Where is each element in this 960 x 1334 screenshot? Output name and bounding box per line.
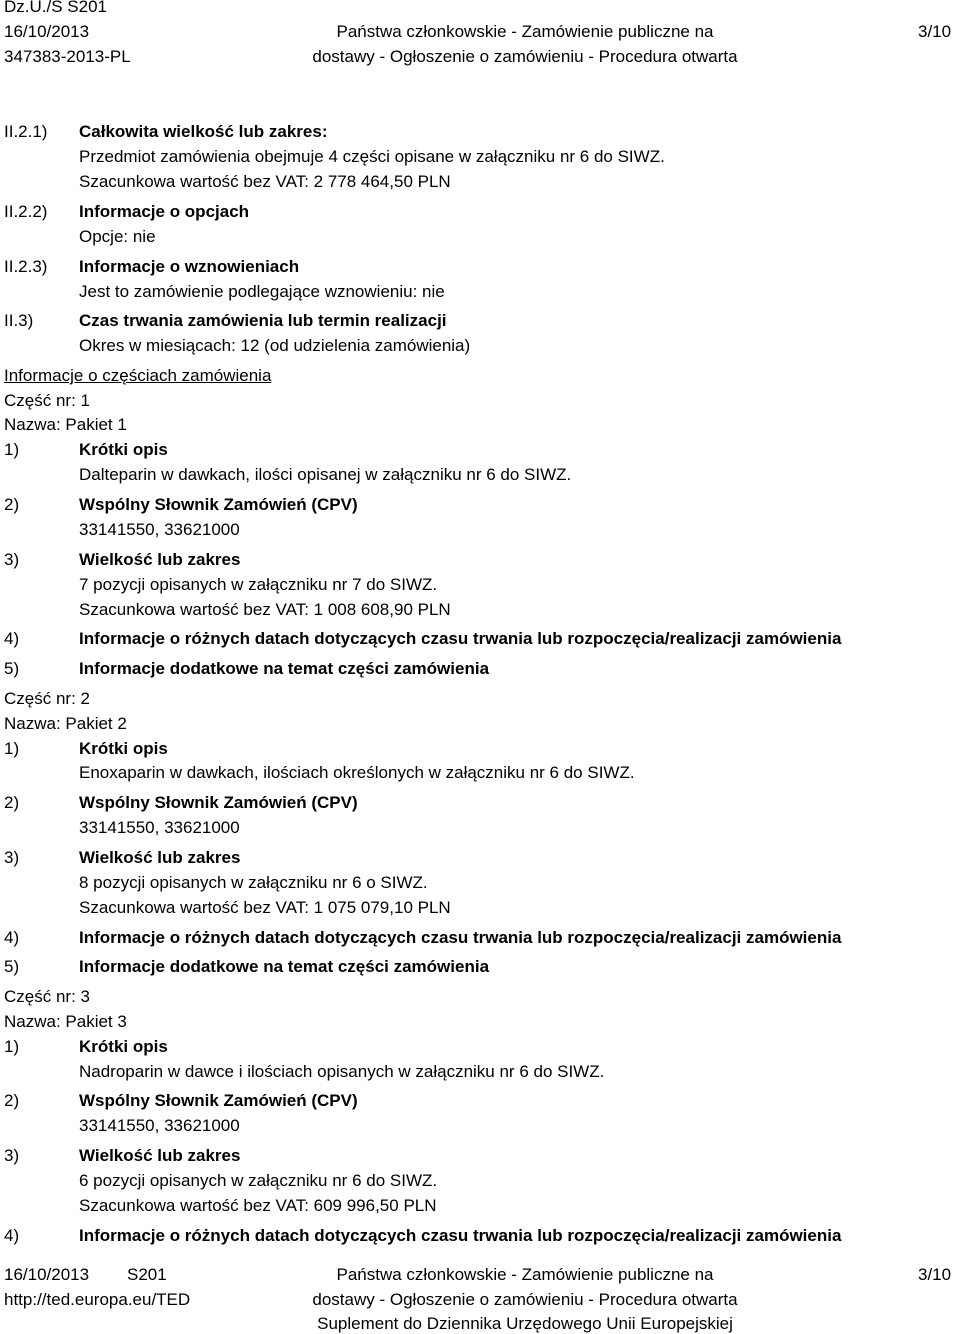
item-number: 4) [4, 629, 20, 648]
item-number: 4) [4, 928, 20, 947]
doc-id: 347383-2013-PL [4, 47, 131, 66]
part-name: Nazwa: Pakiet 2 [4, 714, 127, 733]
short-description-label: Krótki opis [79, 739, 168, 758]
header-title-line2: dostawy - Ogłoszenie o zamówieniu - Procedura otwarta [312, 47, 738, 66]
cpv-label: Wspólny Słownik Zamówień (CPV) [79, 495, 358, 514]
header-page-number: 3/10 [918, 22, 952, 41]
section-title: Informacje o opcjach [79, 202, 250, 221]
scope-text: 7 pozycji opisanych w załączniku nr 7 do SIWZ. [79, 575, 438, 594]
cpv-label: Wspólny Słownik Zamówień (CPV) [79, 1091, 358, 1110]
cpv-codes: 33141550, 33621000 [79, 520, 240, 539]
additional-info-label: Informacje dodatkowe na temat części zamówienia [79, 957, 490, 976]
header-date: 16/10/2013 [4, 22, 90, 41]
item-number: 3) [4, 550, 20, 569]
part-name: Nazwa: Pakiet 3 [4, 1012, 127, 1031]
part-name: Nazwa: Pakiet 1 [4, 415, 127, 434]
estimated-value: Szacunkowa wartość bez VAT: 1 075 079,10 PLN [79, 898, 451, 917]
part-number: Część nr: 1 [4, 391, 90, 410]
scope-label: Wielkość lub zakres [79, 848, 241, 867]
footer-page-number: 3/10 [918, 1265, 952, 1284]
item-number: 5) [4, 659, 20, 678]
footer-title-line1: Państwa członkowskie - Zamówienie publiczne na [336, 1265, 714, 1284]
item-number: 2) [4, 1091, 20, 1110]
cpv-codes: 33141550, 33621000 [79, 818, 240, 837]
item-number: 1) [4, 739, 20, 758]
item-number: 4) [4, 1226, 20, 1245]
cpv-codes: 33141550, 33621000 [79, 1116, 240, 1135]
header-title-line1: Państwa członkowskie - Zamówienie publiczne na [336, 22, 714, 41]
footer-title-line3: Suplement do Dziennika Urzędowego Unii Europejskiej [317, 1314, 733, 1333]
short-description-label: Krótki opis [79, 440, 168, 459]
additional-info-label: Informacje dodatkowe na temat części zamówienia [79, 659, 490, 678]
dates-label: Informacje o różnych datach dotyczących czasu trwania lub rozpoczęcia/realizacji zamówienia [79, 1226, 842, 1245]
part-number: Część nr: 2 [4, 689, 90, 708]
journal-ref: Dz.U./S S201 [4, 0, 107, 16]
footer-title-line2: dostawy - Ogłoszenie o zamówieniu - Procedura otwarta [312, 1290, 738, 1309]
parts-heading: Informacje o częściach zamówienia [4, 366, 272, 385]
section-number: II.3) [4, 311, 34, 330]
section-text: Okres w miesiącach: 12 (od udzielenia zamówienia) [79, 336, 471, 355]
item-number: 3) [4, 1146, 20, 1165]
section-number: II.2.3) [4, 257, 48, 276]
section-text: Opcje: nie [79, 227, 156, 246]
item-number: 5) [4, 957, 20, 976]
estimated-value: Szacunkowa wartość bez VAT: 1 008 608,90 PLN [79, 600, 451, 619]
estimated-value: Szacunkowa wartość bez VAT: 2 778 464,50 PLN [79, 172, 451, 191]
item-number: 3) [4, 848, 20, 867]
scope-label: Wielkość lub zakres [79, 550, 241, 569]
dates-label: Informacje o różnych datach dotyczących czasu trwania lub rozpoczęcia/realizacji zamówienia [79, 928, 842, 947]
dates-label: Informacje o różnych datach dotyczących czasu trwania lub rozpoczęcia/realizacji zamówienia [79, 629, 842, 648]
cpv-label: Wspólny Słownik Zamówień (CPV) [79, 793, 358, 812]
part-description: Enoxaparin w dawkach, ilościach określonych w załączniku nr 6 do SIWZ. [79, 763, 635, 782]
part-description: Nadroparin w dawce i ilościach opisanych w załączniku nr 6 do SIWZ. [79, 1062, 605, 1081]
section-text: Jest to zamówienie podlegające wznowieniu: nie [79, 282, 445, 301]
section-number: II.2.1) [4, 122, 48, 141]
item-number: 2) [4, 793, 20, 812]
short-description-label: Krótki opis [79, 1037, 168, 1056]
part-number: Część nr: 3 [4, 987, 90, 1006]
item-number: 2) [4, 495, 20, 514]
item-number: 1) [4, 440, 20, 459]
estimated-value: Szacunkowa wartość bez VAT: 609 996,50 PLN [79, 1196, 437, 1215]
section-title: Czas trwania zamówienia lub termin realizacji [79, 311, 447, 330]
footer-series: S201 [127, 1265, 167, 1284]
part-description: Dalteparin w dawkach, ilości opisanej w załączniku nr 6 do SIWZ. [79, 465, 572, 484]
scope-text: 6 pozycji opisanych w załączniku nr 6 do SIWZ. [79, 1171, 438, 1190]
scope-label: Wielkość lub zakres [79, 1146, 241, 1165]
footer-date: 16/10/2013 [4, 1265, 90, 1284]
scope-text: 8 pozycji opisanych w załączniku nr 6 o SIWZ. [79, 873, 428, 892]
section-text: Przedmiot zamówienia obejmuje 4 części opisane w załączniku nr 6 do SIWZ. [79, 147, 665, 166]
footer-url[interactable]: http://ted.europa.eu/TED [4, 1290, 191, 1309]
section-title: Informacje o wznowieniach [79, 257, 300, 276]
section-title: Całkowita wielkość lub zakres: [79, 122, 328, 141]
item-number: 1) [4, 1037, 20, 1056]
section-number: II.2.2) [4, 202, 48, 221]
